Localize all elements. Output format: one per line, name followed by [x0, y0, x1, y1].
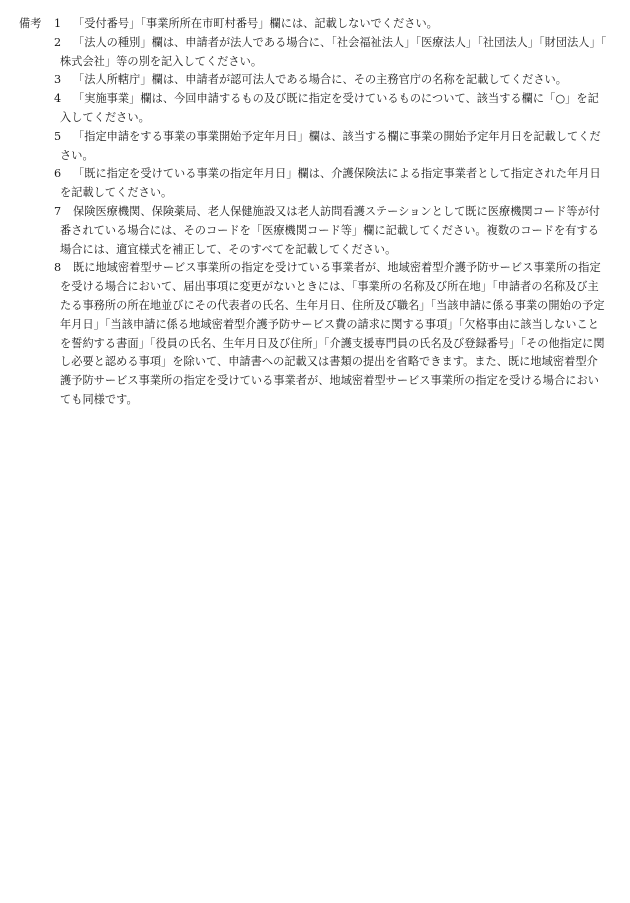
- remark-text: 既に地域密着型サービス事業所の指定を受けている事業者が、地域密着型介護予防サービス事業所の指定を受ける場合において、届出事項に変更がないときには、「事業所の名称及び所在地」「申請者の名称及び主たる事務所の所在地並びにその代表者の氏名、生年月日、住所及び職名」「当該申請に係る事業の開始の予定年月日」「当該申請に係る地域密着型介護予防サービス費の請求に関する事項」「欠格事由に該当しないことを誓約する書面」「役員の氏名、生年月日及び住所」「介護支援専門員の氏名及び登録番号」「その他指定に関し必要と認める事項」を除いて、申請書への記載又は書類の提出を省略できます。また、既に地域密着型介護予防サービス事業所の指定を受けている事業者が、地域密着型サービス事業所の指定を受ける場合においても同様です。: [60, 261, 605, 406]
- remark-number: 4: [54, 92, 62, 106]
- remarks-heading: 備考: [19, 17, 42, 30]
- remark-item: [0, 71, 609, 90]
- remark-number: 6: [54, 167, 62, 181]
- remark-number: 5: [54, 129, 62, 143]
- remark-number: 1: [54, 17, 62, 30]
- remark-number: 3: [54, 73, 62, 87]
- remark-text: 「法人所轄庁」欄は、申請者が認可法人である場合に、その主務官庁の名称を記載してください。: [73, 73, 568, 87]
- remark-text: 「指定申請をする事業の事業開始予定年月日」欄は、該当する欄に事業の開始予定年月日を記載してください。: [60, 129, 601, 162]
- remark-item: [0, 259, 609, 409]
- remark-number: 7: [54, 204, 62, 218]
- remark-item: [0, 128, 609, 166]
- remark-item: [0, 90, 609, 128]
- remark-item: [0, 165, 609, 203]
- remark-text: 「法人の種別」欄は、申請者が法人である場合に、「社会福祉法人」「医療法人」「社団法人」「財団法人」「株式会社」等の別を記入してください。: [60, 35, 607, 68]
- remark-number: 2: [54, 35, 62, 49]
- remark-item: [0, 34, 609, 72]
- remark-text: 「既に指定を受けている事業の指定年月日」欄は、介護保険法による指定事業者として指定された年月日を記載してください。: [60, 167, 601, 200]
- remark-item: [0, 15, 609, 34]
- remark-text: 保険医療機関、保険薬局、老人保健施設又は老人訪問看護ステーションとして既に医療機関コード等が付番されている場合には、そのコードを「医療機関コード等」欄に記載してください。複数のコードを有する場合には、適宜様式を補正して、そのすべてを記載してください。: [60, 204, 601, 256]
- remarks-section: [0, 15, 630, 410]
- remark-text: 「実施事業」欄は、今回申請するもの及び既に指定を受けているものについて、該当する欄に「○」を記入してください。: [60, 92, 599, 124]
- remark-item: [0, 203, 609, 259]
- remark-text: 「受付番号」「事業所所在市町村番号」欄には、記載しないでください。: [73, 17, 438, 30]
- remark-number: 8: [54, 261, 62, 275]
